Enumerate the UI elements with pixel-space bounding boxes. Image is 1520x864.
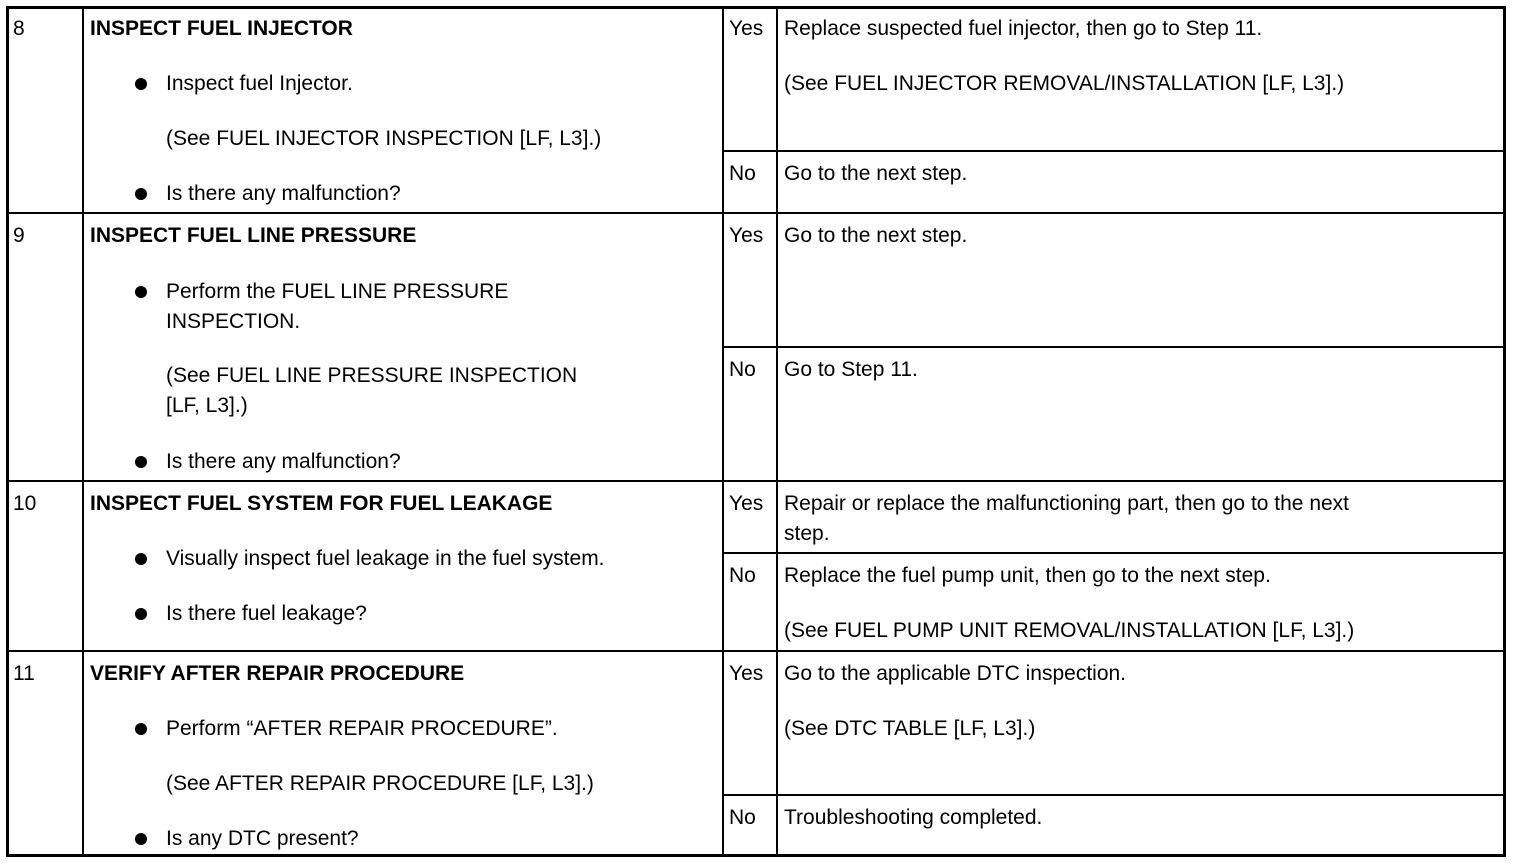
troubleshooting-table: [6, 6, 1506, 857]
bullet-icon: [135, 723, 147, 735]
no-label: No: [729, 564, 756, 587]
step-number: 11: [13, 662, 35, 685]
yes-action: Repair or replace the malfunctioning part, then go to the next: [784, 492, 1350, 515]
step-title: INSPECT FUEL SYSTEM FOR FUEL LEAKAGE: [90, 492, 553, 515]
column-divider: [722, 9, 724, 854]
column-divider: [82, 9, 84, 854]
step-instruction: INSPECTION.: [166, 310, 301, 333]
step-reference: (See FUEL INJECTOR INSPECTION [LF, L3].): [166, 127, 602, 150]
yes-label: Yes: [729, 492, 764, 515]
yes-label: Yes: [729, 224, 764, 247]
step-instruction: Inspect fuel Injector.: [166, 72, 353, 95]
step-question: Is there fuel leakage?: [166, 602, 367, 625]
step-title: INSPECT FUEL INJECTOR: [90, 17, 353, 40]
sub-row-divider: [722, 346, 1503, 348]
bullet-icon: [135, 456, 147, 468]
no-action: Troubleshooting completed.: [784, 806, 1043, 829]
step-reference: (See FUEL LINE PRESSURE INSPECTION: [166, 364, 578, 387]
no-action: Go to the next step.: [784, 162, 968, 185]
step-question: Is there any malfunction?: [166, 182, 401, 205]
no-label: No: [729, 162, 756, 185]
step-instruction: Visually inspect fuel leakage in the fuel system.: [166, 547, 605, 570]
yes-action: Replace suspected fuel injector, then go to Step 11.: [784, 17, 1263, 40]
step-question: Is any DTC present?: [166, 827, 359, 850]
yes-label: Yes: [729, 662, 764, 685]
bullet-icon: [135, 286, 147, 298]
bullet-icon: [135, 833, 147, 845]
yes-action: Go to the next step.: [784, 224, 968, 247]
sub-row-divider: [722, 552, 1503, 554]
no-label: No: [729, 358, 756, 381]
step-reference: [LF, L3].): [166, 394, 248, 417]
step-instruction: Perform the FUEL LINE PRESSURE: [166, 280, 509, 303]
row-divider: [9, 650, 1503, 652]
step-number: 10: [13, 492, 37, 515]
bullet-icon: [135, 188, 147, 200]
row-divider: [9, 480, 1503, 482]
sub-row-divider: [722, 150, 1503, 152]
step-title: INSPECT FUEL LINE PRESSURE: [90, 224, 417, 247]
sub-row-divider: [722, 794, 1503, 796]
no-action: Replace the fuel pump unit, then go to the next step.: [784, 564, 1271, 587]
step-reference: (See AFTER REPAIR PROCEDURE [LF, L3].): [166, 772, 594, 795]
yes-action: Go to the applicable DTC inspection.: [784, 662, 1127, 685]
bullet-icon: [135, 553, 147, 565]
yes-reference: (See FUEL INJECTOR REMOVAL/INSTALLATION [LF, L3].): [784, 72, 1345, 95]
yes-action: step.: [784, 522, 830, 545]
step-number: 9: [13, 224, 25, 247]
bullet-icon: [135, 608, 147, 620]
step-title: VERIFY AFTER REPAIR PROCEDURE: [90, 662, 465, 685]
column-divider: [776, 9, 778, 854]
no-action: Go to Step 11.: [784, 358, 918, 381]
step-question: Is there any malfunction?: [166, 450, 401, 473]
no-reference: (See FUEL PUMP UNIT REMOVAL/INSTALLATION [LF, L3].): [784, 619, 1355, 642]
no-label: No: [729, 806, 756, 829]
yes-label: Yes: [729, 17, 764, 40]
step-instruction: Perform “AFTER REPAIR PROCEDURE”.: [166, 717, 558, 740]
row-divider: [9, 212, 1503, 214]
step-number: 8: [13, 17, 25, 40]
bullet-icon: [135, 78, 147, 90]
yes-reference: (See DTC TABLE [LF, L3].): [784, 717, 1036, 740]
